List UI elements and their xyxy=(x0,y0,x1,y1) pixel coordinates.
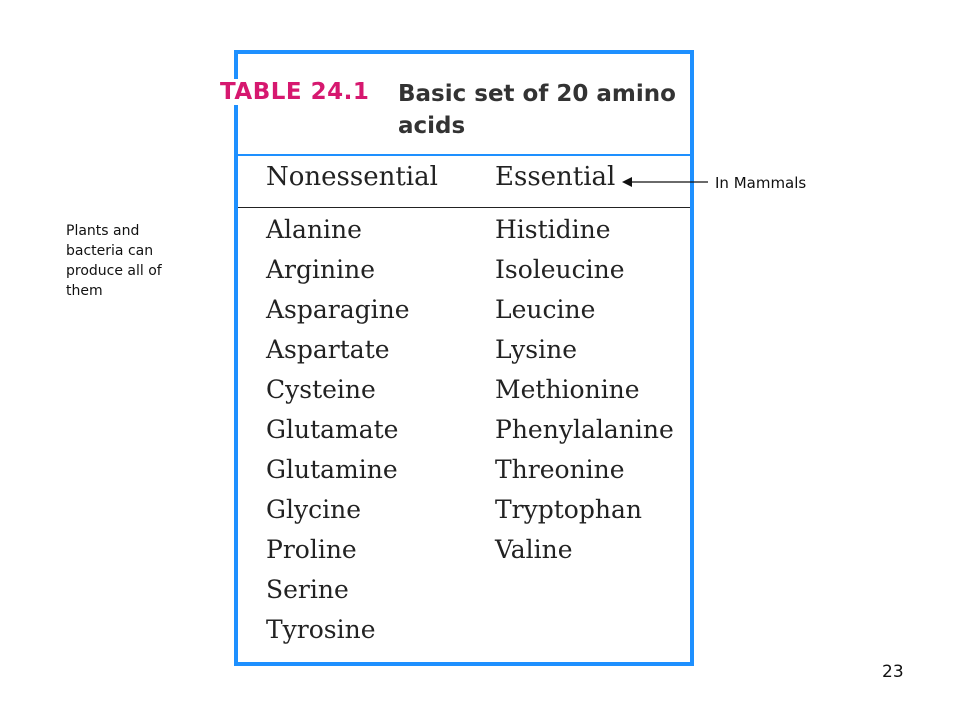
essential-cell: Threonine xyxy=(495,455,625,484)
left-note-line: produce all of xyxy=(66,263,162,279)
nonessential-cell: Aspartate xyxy=(266,335,390,364)
table-title-line: Basic set of 20 amino xyxy=(398,81,676,107)
page-number: 23 xyxy=(882,662,904,682)
table-row xyxy=(238,495,690,535)
column-header-nonessential: Nonessential xyxy=(266,162,438,192)
essential-cell: Lysine xyxy=(495,335,578,364)
essential-cell: Methionine xyxy=(495,375,640,404)
essential-cell: Isoleucine xyxy=(495,255,625,284)
essential-cell: Phenylalanine xyxy=(495,415,674,444)
table-row xyxy=(238,255,690,295)
nonessential-cell: Glutamine xyxy=(266,455,398,484)
table-row xyxy=(238,415,690,455)
essential-cell: Histidine xyxy=(495,215,611,244)
essential-cell: Valine xyxy=(495,535,573,564)
title-divider xyxy=(238,154,690,156)
table-body xyxy=(238,215,690,655)
header-divider xyxy=(238,207,690,208)
table-title-row xyxy=(220,54,690,156)
table-title xyxy=(398,78,698,142)
table-row xyxy=(238,375,690,415)
nonessential-cell: Asparagine xyxy=(266,295,410,324)
amino-acid-table xyxy=(220,50,694,666)
nonessential-cell: Glycine xyxy=(266,495,361,524)
table-row xyxy=(238,615,690,655)
nonessential-cell: Arginine xyxy=(266,255,375,284)
left-note xyxy=(66,221,206,301)
left-note-line: Plants and xyxy=(66,223,140,239)
table-row xyxy=(238,535,690,575)
essential-cell: Leucine xyxy=(495,295,596,324)
nonessential-cell: Proline xyxy=(266,535,357,564)
nonessential-cell: Tyrosine xyxy=(266,615,376,644)
left-note-line: bacteria can xyxy=(66,243,154,259)
table-title-line: acids xyxy=(398,113,466,139)
left-note-line: them xyxy=(66,283,103,299)
table-row xyxy=(238,575,690,615)
table-row xyxy=(238,455,690,495)
nonessential-cell: Cysteine xyxy=(266,375,376,404)
in-mammals-note: In Mammals xyxy=(715,174,807,192)
nonessential-cell: Glutamate xyxy=(266,415,399,444)
column-header-essential: Essential xyxy=(495,162,616,192)
essential-cell: Tryptophan xyxy=(495,495,642,524)
table-label: TABLE 24.1 xyxy=(220,79,373,105)
arrow-left-icon xyxy=(622,175,708,189)
table-row xyxy=(238,215,690,255)
nonessential-cell: Alanine xyxy=(266,215,362,244)
table-row xyxy=(238,335,690,375)
table-row xyxy=(238,295,690,335)
nonessential-cell: Serine xyxy=(266,575,349,604)
